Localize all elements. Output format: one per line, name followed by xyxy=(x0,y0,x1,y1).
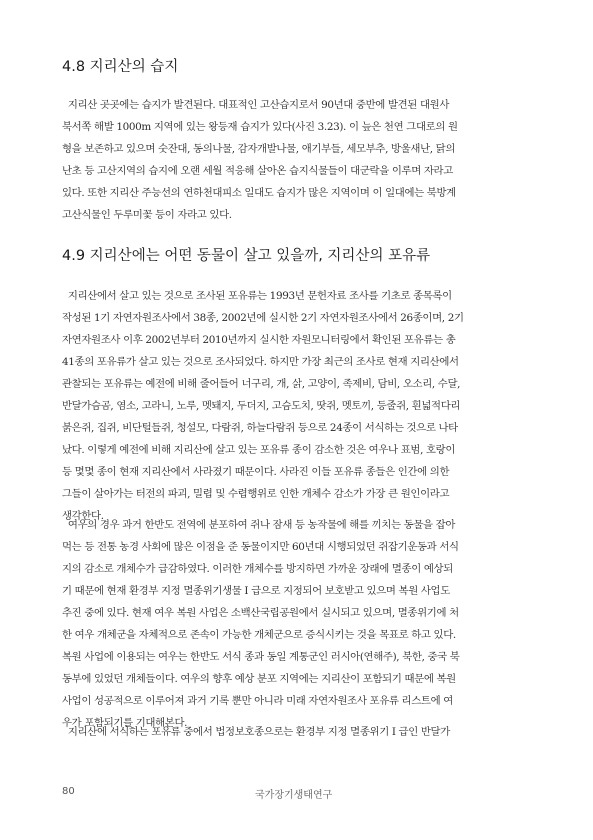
text-line: 자연자원조사 이후 2002년부터 2010년까지 실시한 자원모니터링에서 확인된 포유류는 총 xyxy=(62,334,456,346)
text-line: 지리산에 서식하는 포유류 중에서 법정보호종으로는 환경부 지정 멸종위기 I 급인 반달가 xyxy=(62,726,450,738)
page-number: 80 xyxy=(62,786,75,797)
text-line: 사업이 성공적으로 이루어져 과거 기록 뿐만 아니라 미래 자연자원조사 포유류 리스트에 여 xyxy=(62,695,453,707)
text-line: 작성된 1기 자연자원조사에서 38종, 2002년에 실시한 2기 자연자원조사에서 26종이며, 2기 xyxy=(62,312,464,324)
text-line: 붉은쥐, 집쥐, 비단털들쥐, 청설모, 다람쥐, 하늘다람쥐 등으로 24종이 서식하는 것으로 나타 xyxy=(62,422,458,434)
text-line: 북서쪽 해발 1000m 지역에 있는 왕등재 습지가 있다(사진 3.23). 이 늪은 천연 그대로의 원 xyxy=(62,121,458,133)
text-line: 지리산에서 살고 있는 것으로 조사된 포유류는 1993년 문헌자료 조사를 기초로 종목록이 xyxy=(62,290,452,302)
text-line: 기 때문에 현재 환경부 지정 멸종위기생물 I 급으로 지정되어 보호받고 있으며 복원 사업도 xyxy=(62,585,450,597)
text-line: 반달가슴곰, 염소, 고라니, 노루, 멧돼지, 두더지, 고슴도치, 땃쥐, 멧토끼, 등줄쥐, 흰넓적다리 xyxy=(62,400,461,412)
paragraph-fox-restoration xyxy=(62,514,530,734)
text-line: 추진 중에 있다. 현재 여우 복원 사업은 소백산국립공원에서 실시되고 있으며, 멸종위기에 처 xyxy=(62,607,459,619)
text-line: 고산식물인 두루미꽃 등이 자라고 있다. xyxy=(62,209,232,221)
section-heading-4-8: 4.8 지리산의 습지 xyxy=(62,59,179,75)
footer-title: 국가장기생태연구 xyxy=(255,790,333,801)
text-line: 지의 감소로 개체수가 급감하였다. 이러한 개체수를 방지하면 가까운 장래에 멸종이 예상되 xyxy=(62,563,453,575)
text-line: 한 여우 개체군을 자체적으로 존속이 가능한 개체군으로 증식시키는 것을 목표로 하고 있다. xyxy=(62,629,456,641)
text-line: 형을 보존하고 있으며 숫잔대, 동의나물, 감자개발나물, 애기부들, 세모부추, 방울새난, 닭의 xyxy=(62,143,456,155)
text-line: 동부에 있었던 개체들이다. 여우의 향후 예상 분포 지역에는 지리산이 포함되기 때문에 복원 xyxy=(62,673,456,685)
section-heading-4-9: 4.9 지리산에는 어떤 동물이 살고 있을까, 지리산의 포유류 xyxy=(62,248,431,264)
text-line: 지리산 곳곳에는 습지가 발견된다. 대표적인 고산습지로서 90년대 중반에 발견된 대원사 xyxy=(62,99,450,111)
text-line: 그들이 살아가는 터전의 파괴, 밀렵 및 수렵행위로 인한 개체수 감소가 가장 큰 원인이라고 xyxy=(62,488,450,500)
paragraph-protected-species xyxy=(62,721,530,743)
paragraph-wetlands xyxy=(62,94,530,226)
text-line: 복원 사업에 이용되는 여우는 한반도 서식 종과 동일 계통군인 러시아(연해주), 북한, 중국 북 xyxy=(62,651,460,663)
text-line: 먹는 등 전통 농경 사회에 많은 이점을 준 동물이지만 60년대 시행되었던 쥐잡기운동과 서식 xyxy=(62,541,459,553)
text-line: 여우의 경우 과거 한반도 전역에 분포하여 쥐나 잠새 등 농작물에 해를 끼치는 동물을 잡아 xyxy=(62,519,456,531)
text-line: 관찰되는 포유류는 예전에 비해 줄어들어 너구리, 개, 삵, 고양이, 족제비, 담비, 오소리, 수달, xyxy=(62,378,461,390)
text-line: 우가 포함되기를 기대해본다. xyxy=(62,717,188,729)
text-line: 41종의 포유류가 살고 있는 것으로 조사되었다. 하지만 가장 최근의 조사로 현재 지리산에서 xyxy=(62,356,459,368)
text-line: 있다. 또한 지리산 주능선의 연하천대피소 일대도 습지가 많은 지역이며 이 일대에는 북방계 xyxy=(62,187,456,199)
text-line: 났다. 이렇게 예전에 비해 지리산에 살고 있는 포유류 종이 감소한 것은 여우나 표범, 호랑이 xyxy=(62,444,456,456)
text-line: 난초 등 고산지역의 습지에 오랜 세월 적응해 살아온 습지식물들이 대군락을 이루며 자라고 xyxy=(62,165,453,177)
text-line: 생각한다. xyxy=(62,510,104,522)
text-line: 등 몇몇 종이 현재 지리산에서 사라졌기 때문이다. 사라진 이들 포유류 종들은 인간에 의한 xyxy=(62,466,450,478)
paragraph-mammal-survey xyxy=(62,285,530,527)
